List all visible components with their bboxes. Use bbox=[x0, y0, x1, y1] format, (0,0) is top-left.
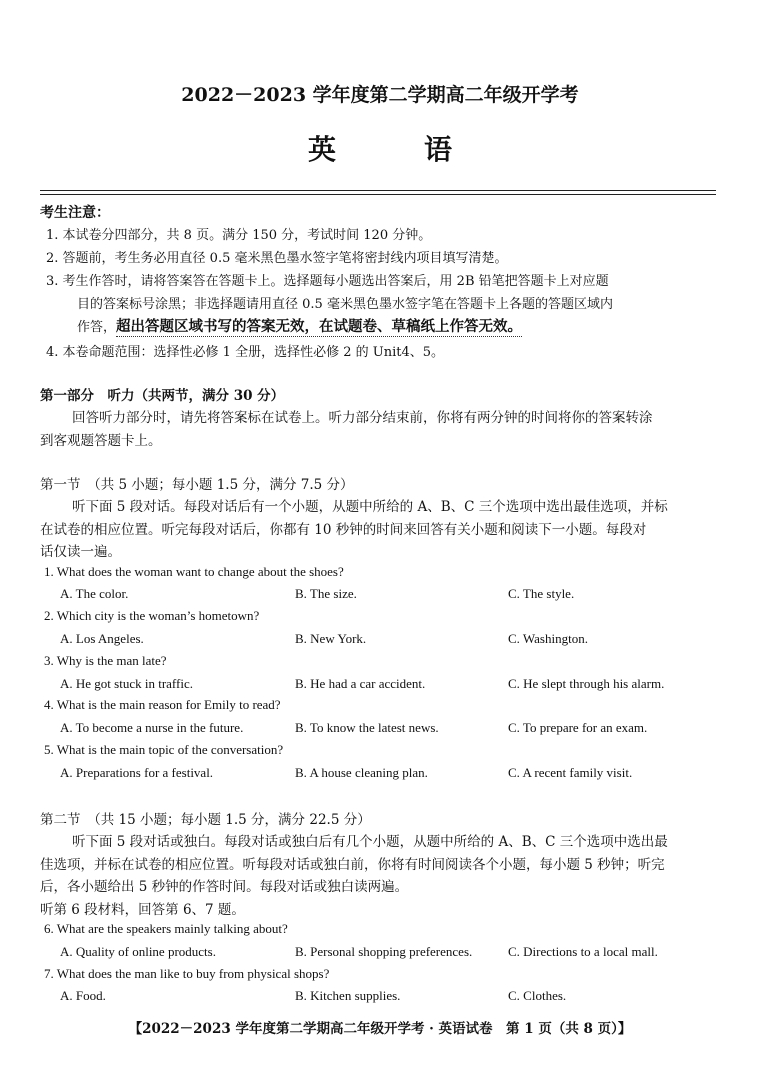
part1-heading: 第一部分 听力（共两节，满分 30 分） bbox=[40, 388, 285, 404]
question-2: 2. Which city is the woman’s hometown? bbox=[44, 608, 260, 623]
question-7: 7. What does the man like to buy from physical shops? bbox=[44, 966, 330, 981]
header-rule-top bbox=[40, 190, 716, 191]
q7-option-b: B. Kitchen supplies. bbox=[295, 988, 401, 1003]
part1-intro-2: 到客观题答题卡上。 bbox=[40, 433, 162, 449]
q6-option-a: A. Quality of online products. bbox=[60, 944, 216, 959]
part1-intro-1: 回答听力部分时，请先将答案标在试卷上。听力部分结束前，你将有两分钟的时间将你的答案转涂 bbox=[72, 410, 653, 426]
notice-heading: 考生注意： bbox=[40, 205, 110, 221]
section2-intro-1: 听下面 5 段对话或独白。每段对话或独白后有几个小题，从题中所给的 A、B、C 三个选项中选出最 bbox=[72, 834, 668, 850]
section1-intro-2: 在试卷的相应位置。听完每段对话后，你都有 10 秒钟的时间来回答有关小题和阅读下一小题。每段对 bbox=[40, 522, 647, 538]
q1-option-a: A. The color. bbox=[60, 586, 129, 601]
q7-option-c: C. Clothes. bbox=[508, 988, 567, 1003]
section2-material-note: 听第 6 段材料，回答第 6、7 题。 bbox=[40, 902, 245, 918]
notice-item-3-line3 bbox=[77, 315, 522, 336]
notice-item-3-cont: 目的答案标号涂黑；非选择题请用直径 0.5 毫米黑色墨水签字笔在答题卡上各题的答题区域内 bbox=[77, 297, 613, 312]
notice-emphasis: 超出答题区域书写的答案无效，在试题卷、草稿纸上作答无效。 bbox=[116, 319, 523, 335]
section2-intro-2: 佳选项，并标在试卷的相应位置。听每段对话或独白前，你将有时间阅读各个小题，每小题 5 秒钟；听完 bbox=[40, 857, 665, 873]
q2-option-b: B. New York. bbox=[295, 631, 367, 646]
notice-item-3-prefix: 作答， bbox=[77, 320, 117, 335]
q4-option-b: B. To know the latest news. bbox=[295, 720, 439, 735]
section1-intro-3: 话仅读一遍。 bbox=[40, 544, 121, 560]
notice-item-4: 4. 本卷命题范围：选择性必修 1 全册，选择性必修 2 的 Unit4、5。 bbox=[46, 345, 444, 360]
q1-option-c: C. The style. bbox=[508, 586, 575, 601]
q5-option-b: B. A house cleaning plan. bbox=[295, 765, 428, 780]
q3-option-c: C. He slept through his alarm. bbox=[508, 676, 665, 691]
question-1: 1. What does the woman want to change about the shoes? bbox=[44, 564, 344, 579]
question-5: 5. What is the main topic of the conversation? bbox=[44, 742, 284, 757]
q6-option-c: C. Directions to a local mall. bbox=[508, 944, 658, 959]
q5-option-c: C. A recent family visit. bbox=[508, 765, 633, 780]
notice-item-1: 1. 本试卷分四部分，共 8 页。满分 150 分，考试时间 120 分钟。 bbox=[46, 228, 432, 243]
notice-item-2: 2. 答题前，考生务必用直径 0.5 毫米黑色墨水签字笔将密封线内项目填写清楚。 bbox=[46, 251, 508, 266]
q1-option-b: B. The size. bbox=[295, 586, 357, 601]
page-footer: 【2022－2023 学年度第二学期高二年级开学考 · 英语试卷 第 1 页（共 8 页）】 bbox=[128, 1021, 632, 1037]
q2-option-a: A. Los Angeles. bbox=[60, 631, 144, 646]
question-3: 3. Why is the man late? bbox=[44, 653, 167, 668]
question-4: 4. What is the main reason for Emily to read? bbox=[44, 697, 281, 712]
header-rule-bottom bbox=[40, 194, 716, 195]
notice-item-3: 3. 考生作答时，请将答案答在答题卡上。选择题每小题选出答案后，用 2B 铅笔把答题卡上对应题 bbox=[46, 274, 609, 289]
section2-intro-3: 后，各小题给出 5 秒钟的作答时间。每段对话或独白读两遍。 bbox=[40, 879, 409, 895]
q3-option-b: B. He had a car accident. bbox=[295, 676, 426, 691]
section2-heading: 第二节 （共 15 小题；每小题 1.5 分，满分 22.5 分） bbox=[40, 812, 371, 828]
q6-option-b: B. Personal shopping preferences. bbox=[295, 944, 473, 959]
q7-option-a: A. Food. bbox=[60, 988, 106, 1003]
section1-intro-1: 听下面 5 段对话。每段对话后有一个小题，从题中所给的 A、B、C 三个选项中选出最佳选项，并标 bbox=[72, 499, 668, 515]
question-6: 6. What are the speakers mainly talking about? bbox=[44, 921, 288, 936]
q3-option-a: A. He got stuck in traffic. bbox=[60, 676, 193, 691]
q4-option-a: A. To become a nurse in the future. bbox=[60, 720, 244, 735]
q4-option-c: C. To prepare for an exam. bbox=[508, 720, 648, 735]
q2-option-c: C. Washington. bbox=[508, 631, 588, 646]
exam-title: 2022－2023 学年度第二学期高二年级开学考 bbox=[181, 84, 579, 106]
section1-heading: 第一节 （共 5 小题；每小题 1.5 分，满分 7.5 分） bbox=[40, 477, 354, 493]
subject-title: 英 语 bbox=[307, 133, 482, 166]
q5-option-a: A. Preparations for a festival. bbox=[60, 765, 214, 780]
